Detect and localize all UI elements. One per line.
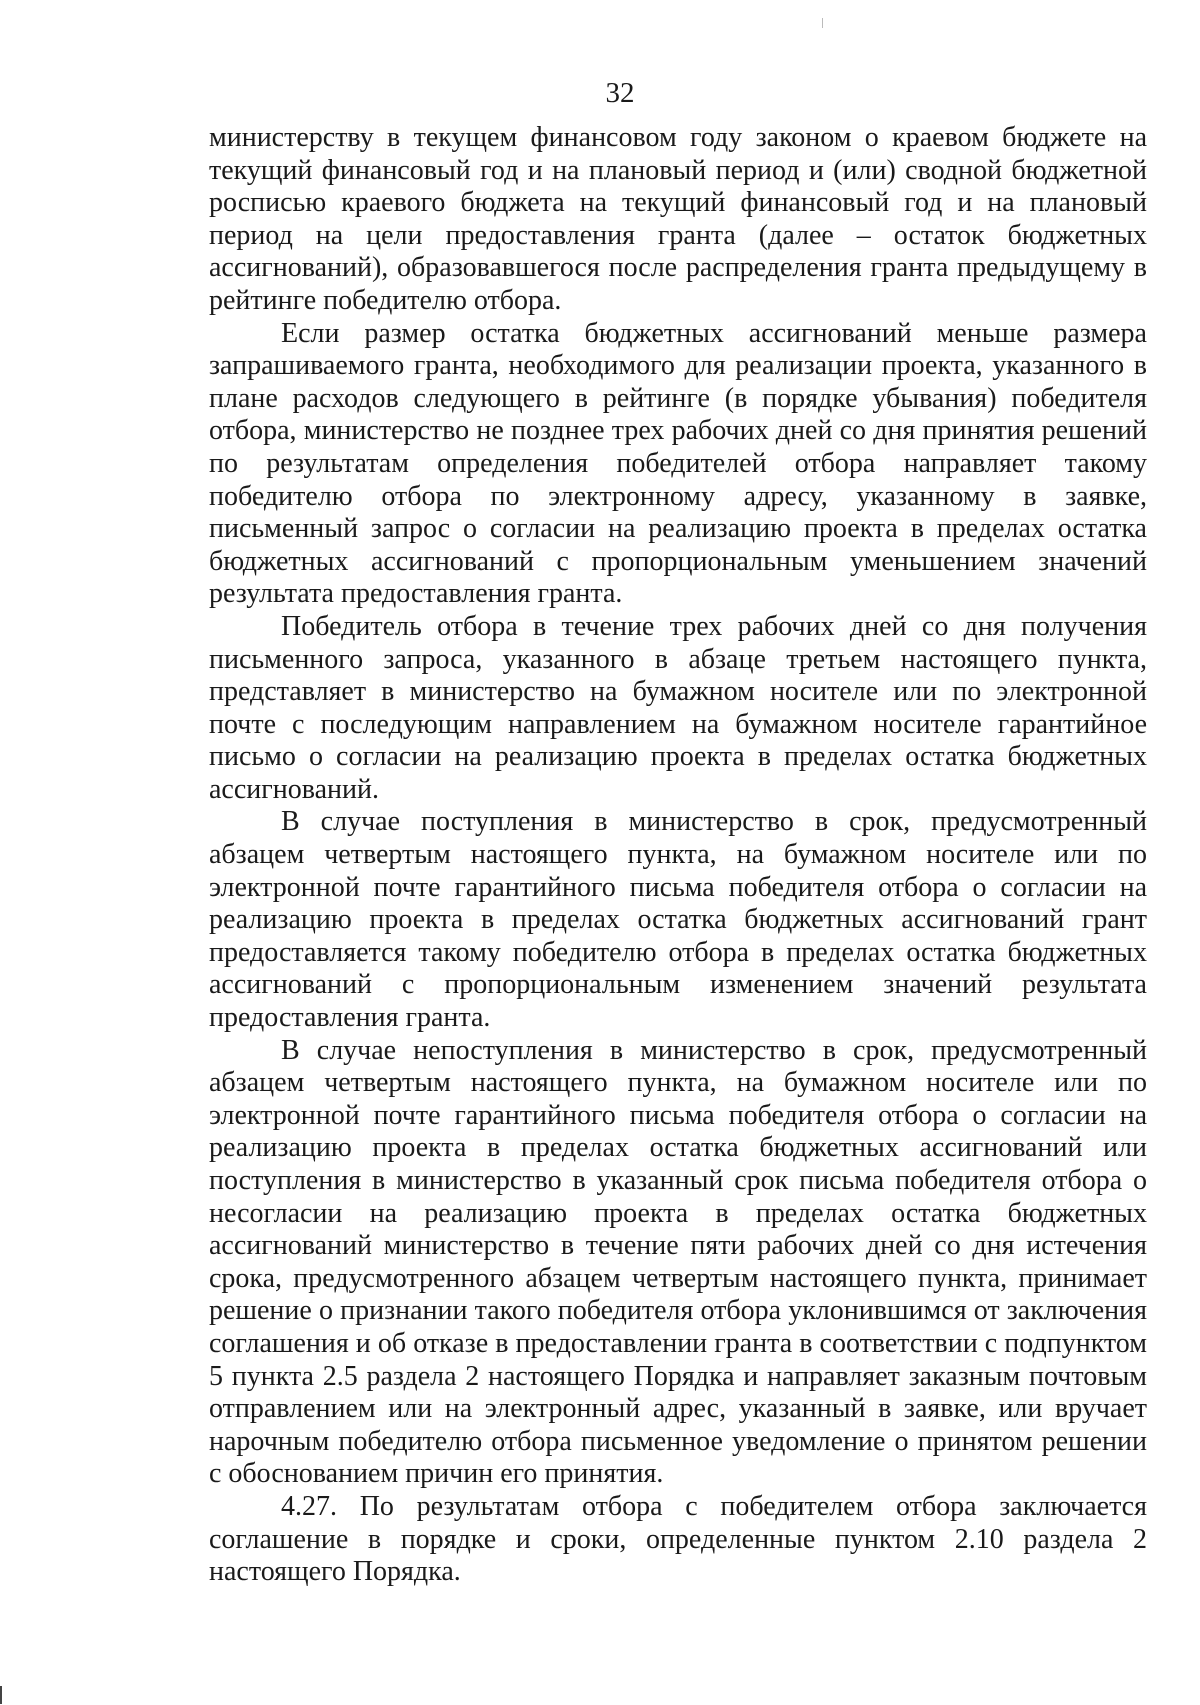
scan-edge-mark — [0, 1686, 2, 1704]
scan-speck — [822, 18, 823, 28]
paragraph-refusal-decision: В случае непоступления в министерство в срок, предусмотренный абзацем четвертым настоящего пункта, на бумажном носителе или по электронной почте гарантийного письма победителя отбора о согласии на реализацию проекта в пределах остатка бюджетных ассигнований или поступления в министерство в указанный срок письма победителя отбора о несогласии на реализацию проекта в пределах остатка бюджетных ассигнований министерство в течение пяти рабочих дней со дня истечения срока, предусмотренного абзацем четвертым настоящего пункта, принимает решение о признании такого победителя отбора уклонившимся от заключения соглашения и об отказе в предоставлении гранта в соответствии с подпунктом 5 пункта 2.5 раздела 2 настоящего Порядка и направляет заказным почтовым отправлением или на электронный адрес, указанный в заявке, или вручает нарочным победителю отбора письменное уведомление о принятом решении с обоснованием причин его принятия. — [209, 1034, 1147, 1490]
paragraph-continuation: министерству в текущем финансовом году законом о краевом бюджете на текущий финансовый год и на плановый период и (или) сводной бюджетной росписью краевого бюджета на текущий финансовый год и на плановый период на цели предоставления гранта (далее – остаток бюджетных ассигнований), образовавшегося после распределения гранта предыдущему в рейтинге победителю отбора. — [209, 122, 1147, 316]
paragraph-remaining-budget: Если размер остатка бюджетных ассигнований меньше размера запрашиваемого гранта, необходимого для реализации проекта, указанного в плане расходов следующего в рейтинге (в порядке убывания) победителя отбора, министерство не позднее трех рабочих дней со дня принятия решений по результатам определения победителей отбора направляет такому победителю отбора по электронному адресу, указанному в заявке, письменный запрос о согласии на реализацию проекта в пределах остатка бюджетных ассигнований с пропорциональным уменьшением значений результата предоставления гранта. — [209, 317, 1147, 610]
paragraph-item-4-27: 4.27. По результатам отбора с победителем отбора заключается соглашение в порядке и сроки, определенные пунктом 2.10 раздела 2 настоящего Порядка. — [209, 1490, 1147, 1588]
document-body — [209, 122, 1147, 1589]
paragraph-winner-response: Победитель отбора в течение трех рабочих дней со дня получения письменного запроса, указанного в абзаце третьем настоящего пункта, представляет в министерство на бумажном носителе или по электронной почте с последующим направлением на бумажном носителе гарантийное письмо о согласии на реализацию проекта в пределах остатка бюджетных ассигнований. — [209, 610, 1147, 805]
paragraph-grant-provision: В случае поступления в министерство в срок, предусмотренный абзацем четвертым настоящего пункта, на бумажном носителе или по электронной почте гарантийного письма победителя отбора о согласии на реализацию проекта в пределах остатка бюджетных ассигнований грант предоставляется такому победителю отбора в пределах остатка бюджетных ассигнований с пропорциональным изменением значений результата предоставления гранта. — [209, 806, 1147, 1034]
page-number: 32 — [605, 77, 635, 109]
